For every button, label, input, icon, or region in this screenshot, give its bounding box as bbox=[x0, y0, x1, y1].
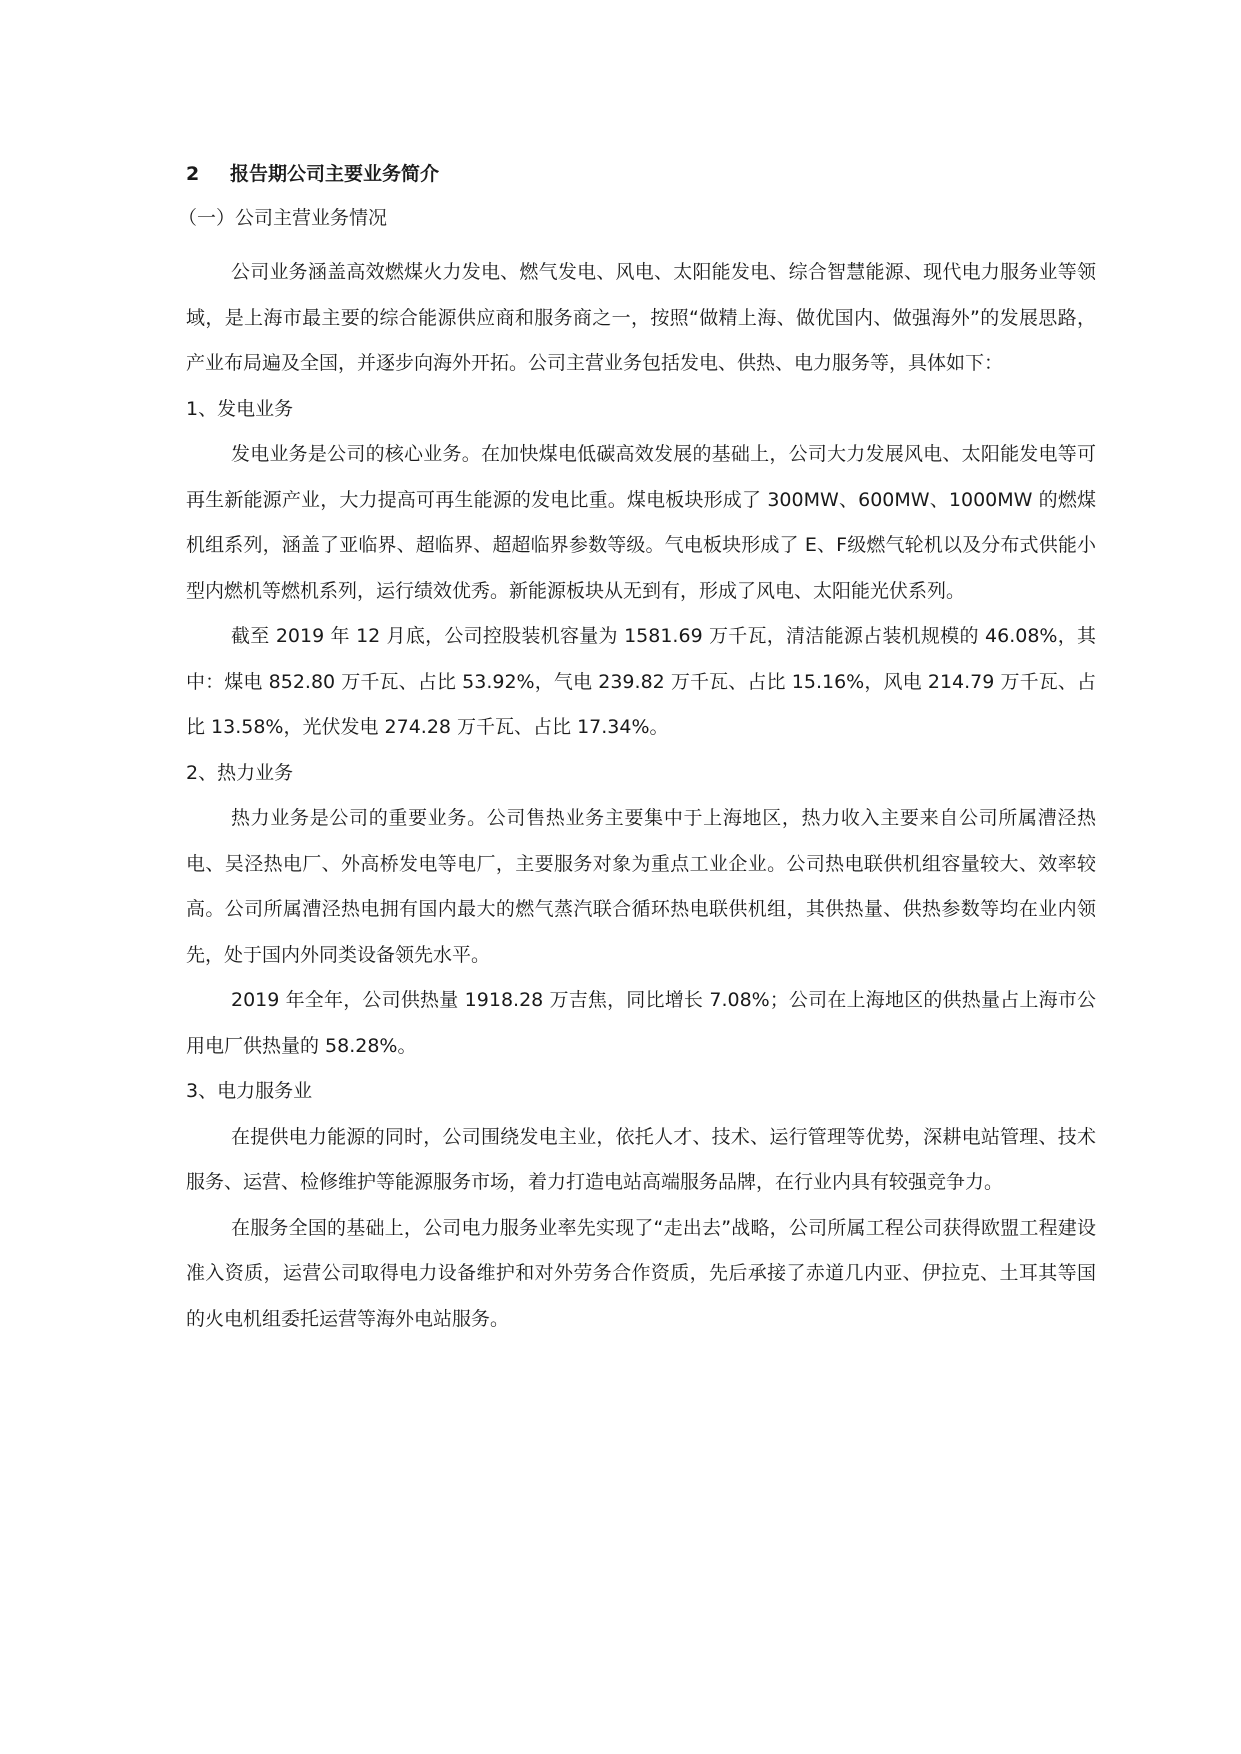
section-title-heat: 2、热力业务 bbox=[186, 761, 294, 784]
section-heading bbox=[186, 160, 1096, 188]
subheading: （一）公司主营业务情况 bbox=[178, 207, 388, 229]
paragraph: 在服务全国的基础上，公司电力服务业率先实现了“走出去”战略，公司所属工程公司获得欧盟工程建设准入资质，运营公司取得电力设备维护和对外劳务合作资质，先后承接了赤道几内亚、伊拉克、土耳其等国的火电机组委托运营等海外电站服务。 bbox=[186, 1216, 1096, 1330]
paragraph: 在提供电力能源的同时，公司围绕发电主业，依托人才、技术、运行管理等优势，深耕电站管理、技术服务、运营、检修维护等能源服务市场，着力打造电站高端服务品牌，在行业内具有较强竞争力。 bbox=[186, 1125, 1096, 1193]
document-page bbox=[178, 160, 1096, 1342]
intro-paragraph: 公司业务涵盖高效燃煤火力发电、燃气发电、风电、太阳能发电、综合智慧能源、现代电力服务业等领域，是上海市最主要的综合能源供应商和服务商之一，按照“做精上海、做优国内、做强海外”的发展思路，产业布局遍及全国，并逐步向海外开拓。公司主营业务包括发电、供热、电力服务等，具体如下： bbox=[186, 261, 1096, 374]
section-title-power-generation: 1、发电业务 bbox=[186, 397, 294, 420]
paragraph: 发电业务是公司的核心业务。在加快煤电低碳高效发展的基础上，公司大力发展风电、太阳能发电等可再生新能源产业，大力提高可再生能源的发电比重。煤电板块形成了 300MW、600MW、1000MW 的燃煤机组系列，涵盖了亚临界、超临界、超超临界参数等级。气电板块形成了 E、F级燃气轮机以及分布式供能小型内燃机等燃机系列，运行绩效优秀。新能源板块从无到有，形成了风电、太阳能光伏系列。 bbox=[186, 443, 1096, 602]
paragraph: 热力业务是公司的重要业务。公司售热业务主要集中于上海地区，热力收入主要来自公司所属漕泾热电、吴泾热电厂、外高桥发电等电厂，主要服务对象为重点工业企业。公司热电联供机组容量较大、效率较高。公司所属漕泾热电拥有国内最大的燃气蒸汽联合循环热电联供机组，其供热量、供热参数等均在业内领先，处于国内外同类设备领先水平。 bbox=[186, 807, 1096, 966]
section-number: 2 bbox=[186, 163, 200, 185]
section-title-power-services: 3、电力服务业 bbox=[186, 1080, 313, 1102]
paragraph: 2019 年全年，公司供热量 1918.28 万吉焦，同比增长 7.08%；公司在上海地区的供热量占上海市公用电厂供热量的 58.28%。 bbox=[186, 989, 1096, 1057]
paragraph: 截至 2019 年 12 月底，公司控股装机容量为 1581.69 万千瓦，清洁能源占装机规模的 46.08%，其中：煤电 852.80 万千瓦、占比 53.92%，气电 239.82 万千瓦、占比 15.16%，风电 214.79 万千瓦、占比 13.58%，光伏发电 274.28 万千瓦、占比 17.34%。 bbox=[186, 625, 1096, 738]
section-title: 报告期公司主要业务简介 bbox=[230, 163, 440, 185]
